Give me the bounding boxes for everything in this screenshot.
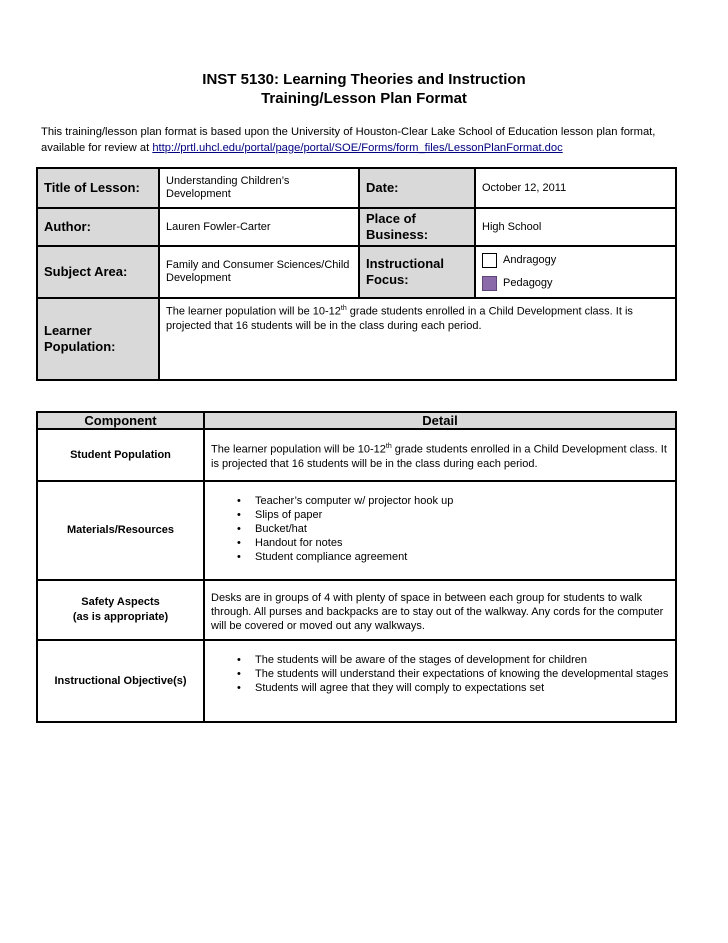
author-label: Author: [37, 208, 159, 246]
list-item: • Handout for notes [255, 536, 669, 550]
title-value: Understanding Children’s Development [159, 168, 359, 208]
objectives-detail [204, 640, 676, 722]
list-item: • Teacher’s computer w/ projector hook up [255, 494, 669, 508]
focus-option-pedagogy[interactable]: Pedagogy [482, 276, 669, 291]
checkbox-unchecked-icon[interactable] [482, 253, 497, 268]
list-item: • The students will be aware of the stages of development for children [255, 653, 669, 667]
learner-label: Learner Population: [37, 298, 159, 380]
list-item: • Student compliance agreement [255, 550, 669, 564]
checkbox-checked-icon[interactable] [482, 276, 497, 291]
component-header: Component [37, 412, 204, 429]
student-population-detail: The learner population will be 10-12th grade students enrolled in a Child Development class. It is projected that 16 students will be in the class during each period. [204, 429, 676, 481]
list-item: • The students will understand their expectations of knowing the developmental stages [255, 667, 669, 681]
safety-detail: Desks are in groups of 4 with plenty of space in between each group for students to walk through. All purses and backpacks are to stay out of the walkway. Any cords for the computer will be covered or moved out any walkways. [204, 580, 676, 640]
subject-label: Subject Area: [37, 246, 159, 298]
materials-list [211, 494, 669, 564]
title-line-1: INST 5130: Learning Theories and Instruction [202, 71, 526, 88]
detail-header: Detail [204, 412, 676, 429]
objectives-label: Instructional Objective(s) [37, 640, 204, 722]
intro-text: This training/lesson plan format is based upon the University of Houston-Clear Lake School of Education lesson plan format, available for review at [41, 126, 656, 154]
date-label: Date: [359, 168, 475, 208]
lesson-plan-format-link[interactable]: http://prtl.uhcl.edu/portal/page/portal/SOE/Forms/form_files/LessonPlanFormat.doc [152, 142, 563, 154]
plan-detail-table [36, 411, 677, 723]
list-item: • Slips of paper [255, 508, 669, 522]
place-label: Place of Business: [359, 208, 475, 246]
focus-option-andragogy[interactable]: Andragogy [482, 253, 669, 268]
document-title [0, 70, 728, 108]
lesson-info-table [36, 167, 677, 381]
list-item: • Students will agree that they will comply to expectations set [255, 681, 669, 695]
author-value: Lauren Fowler-Carter [159, 208, 359, 246]
subject-value: Family and Consumer Sciences/Child Development [159, 246, 359, 298]
materials-detail [204, 481, 676, 580]
focus-options [475, 246, 676, 298]
title-line-2: Training/Lesson Plan Format [261, 90, 467, 107]
intro-paragraph [41, 124, 691, 156]
materials-label: Materials/Resources [37, 481, 204, 580]
objectives-list [211, 653, 669, 695]
list-item: • Bucket/hat [255, 522, 669, 536]
title-label: Title of Lesson: [37, 168, 159, 208]
learner-value: The learner population will be 10-12th grade students enrolled in a Child Development class. It is projected that 16 students will be in the class during each period. [159, 298, 676, 380]
safety-label: Safety Aspects (as is appropriate) [37, 580, 204, 640]
focus-label: Instructional Focus: [359, 246, 475, 298]
student-population-label: Student Population [37, 429, 204, 481]
place-value: High School [475, 208, 676, 246]
date-value: October 12, 2011 [475, 168, 676, 208]
